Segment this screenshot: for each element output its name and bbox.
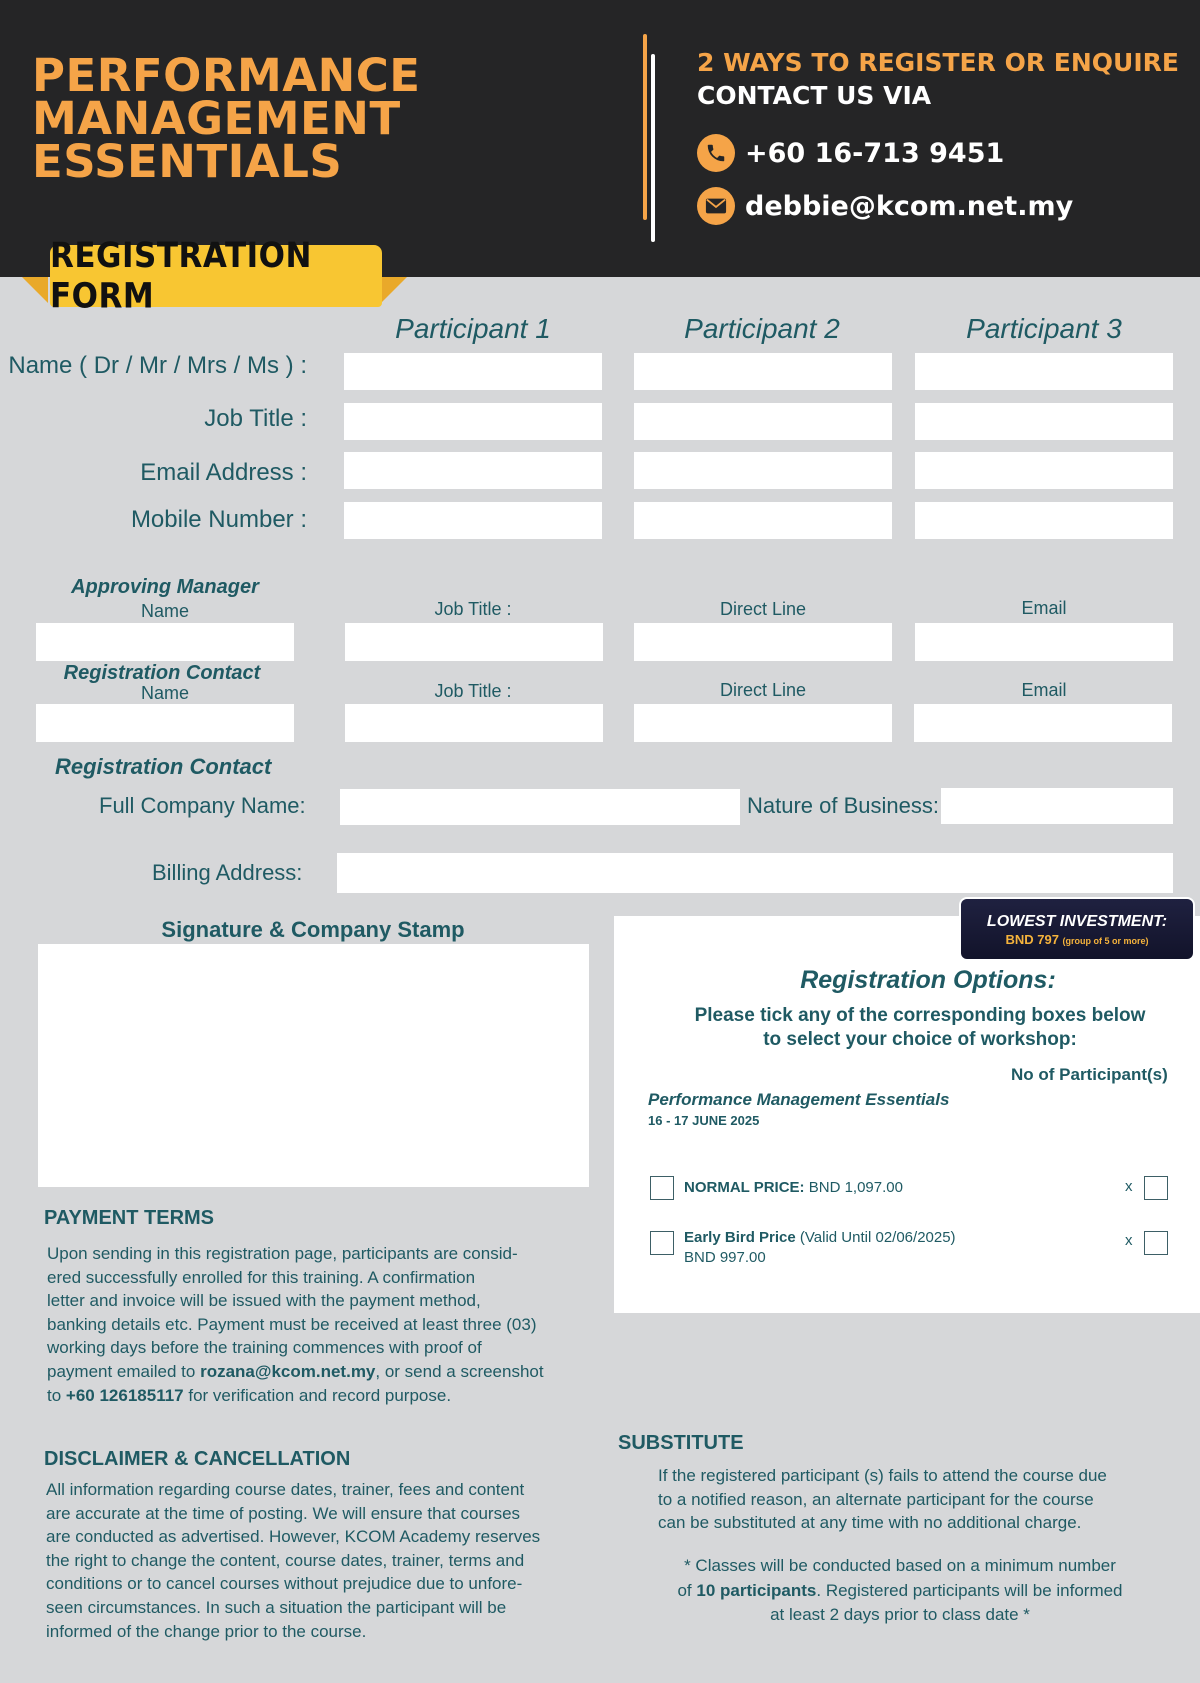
normal-price-option bbox=[684, 1178, 903, 1198]
participant-2-heading: Participant 2 bbox=[684, 313, 840, 344]
phone-icon bbox=[697, 134, 735, 172]
disclaimer-line: the right to change the content, course dates, trainer, terms and bbox=[46, 1550, 525, 1570]
instruction-line: Please tick any of the corresponding boxes below bbox=[694, 1005, 1146, 1026]
participant-2-email-field[interactable] bbox=[634, 452, 892, 489]
payment-line: Upon sending in this registration page, participants are consid- bbox=[47, 1244, 518, 1263]
participant-1-mobile-field[interactable] bbox=[344, 502, 602, 539]
early-bird-price: BND 997.00 bbox=[684, 1249, 766, 1266]
early-bird-validity: (Valid Until 02/06/2025) bbox=[799, 1229, 956, 1246]
badge-price-line bbox=[961, 932, 1193, 947]
email-address: debbie@kcom.net.my bbox=[745, 190, 1074, 222]
disclaimer-heading: DISCLAIMER & CANCELLATION bbox=[44, 1448, 351, 1470]
envelope-icon bbox=[697, 187, 735, 225]
note-line: * Classes will be conducted based on a minimum number bbox=[684, 1556, 1116, 1575]
payment-line: working days before the training commences with proof of bbox=[47, 1338, 482, 1358]
billing-address-field[interactable] bbox=[337, 853, 1173, 893]
nature-of-business-label: Nature of Business: bbox=[747, 793, 939, 818]
registration-options-title: Registration Options: bbox=[800, 966, 1056, 994]
substitute-line: to a notified reason, an alternate participant for the course bbox=[658, 1489, 1094, 1509]
full-company-name-label: Full Company Name: bbox=[99, 793, 306, 818]
mobile-number-label: Mobile Number : bbox=[130, 506, 307, 533]
participant-1-name-field[interactable] bbox=[344, 353, 602, 390]
company-section-heading: Registration Contact bbox=[55, 754, 272, 779]
payment-line: ered successfully enrolled for this training. A confirmation bbox=[47, 1267, 476, 1287]
registration-contact-direct-line-field[interactable] bbox=[634, 704, 892, 742]
participant-1-email-field[interactable] bbox=[344, 452, 602, 489]
payment-email-link[interactable]: rozana@kcom.net.my bbox=[200, 1361, 376, 1381]
participant-2-name-field[interactable] bbox=[634, 353, 892, 390]
participant-3-name-field[interactable] bbox=[915, 353, 1173, 390]
note-line bbox=[640, 1579, 1160, 1604]
payment-text: for verification and record purpose. bbox=[183, 1385, 452, 1405]
payment-text: , or send a screenshot bbox=[375, 1361, 544, 1381]
registration-contact-heading: Registration Contact bbox=[63, 662, 261, 684]
early-bird-option bbox=[684, 1228, 956, 1268]
disclaimer-line: seen circumstances. In such a situation the participant will be bbox=[46, 1597, 507, 1617]
signature-stamp-box[interactable] bbox=[38, 944, 589, 1187]
note-text: . Registered participants will be informed bbox=[816, 1580, 1123, 1600]
registration-options-instruction bbox=[614, 1004, 1200, 1052]
lowest-investment-badge bbox=[961, 899, 1193, 959]
note-text: of bbox=[677, 1580, 697, 1600]
approving-manager-email-label: Email bbox=[1021, 598, 1067, 618]
early-bird-multiply: x bbox=[1125, 1232, 1133, 1249]
banner-fold-right bbox=[381, 277, 407, 303]
approving-manager-heading: Approving Manager bbox=[71, 576, 259, 598]
badge-price: BND 797 bbox=[1005, 932, 1059, 947]
substitute-line: can be substituted at any time with no additional charge. bbox=[658, 1513, 1082, 1533]
email-contact[interactable] bbox=[697, 187, 1073, 225]
disclaimer-line: informed of the change prior to the course. bbox=[46, 1621, 367, 1641]
normal-price-label: NORMAL PRICE: bbox=[684, 1179, 805, 1196]
participant-2-job-title-field[interactable] bbox=[634, 403, 892, 440]
course-title-line: ESSENTIALS bbox=[32, 135, 343, 188]
register-heading: 2 WAYS TO REGISTER OR ENQUIRE bbox=[697, 48, 1179, 77]
signature-heading: Signature & Company Stamp bbox=[161, 917, 465, 942]
registration-contact-direct-line-label: Direct Line bbox=[719, 680, 807, 700]
divider-line-white bbox=[651, 54, 655, 242]
participant-2-mobile-field[interactable] bbox=[634, 502, 892, 539]
normal-price-value: BND 1,097.00 bbox=[808, 1179, 903, 1196]
course-name: Performance Management Essentials bbox=[648, 1090, 950, 1109]
course-title bbox=[32, 49, 421, 188]
substitute-heading: SUBSTITUTE bbox=[618, 1432, 744, 1454]
full-company-name-field[interactable] bbox=[340, 789, 740, 825]
disclaimer-line: are accurate at the time of posting. We will ensure that courses bbox=[46, 1503, 521, 1523]
participant-3-mobile-field[interactable] bbox=[915, 502, 1173, 539]
note-line: at least 2 days prior to class date * bbox=[770, 1605, 1030, 1624]
registration-form-banner bbox=[50, 235, 382, 317]
phone-contact[interactable] bbox=[697, 134, 1004, 172]
instruction-line: to select your choice of workshop: bbox=[763, 1029, 1077, 1050]
email-address-label: Email Address : bbox=[140, 459, 307, 486]
divider-line-orange bbox=[643, 34, 647, 220]
banner-fold-left bbox=[22, 277, 48, 303]
nature-of-business-field[interactable] bbox=[941, 788, 1173, 824]
early-bird-checkbox[interactable] bbox=[650, 1231, 674, 1255]
payment-line bbox=[47, 1360, 544, 1384]
payment-line: banking details etc. Payment must be received at least three (03) bbox=[47, 1314, 537, 1334]
normal-price-checkbox[interactable] bbox=[650, 1176, 674, 1200]
early-bird-participant-count[interactable] bbox=[1144, 1231, 1168, 1255]
approving-manager-direct-line-field[interactable] bbox=[634, 623, 892, 661]
banner-label: REGISTRATION FORM bbox=[50, 235, 312, 317]
payment-phone: +60 126185117 bbox=[65, 1385, 184, 1405]
participant-1-heading: Participant 1 bbox=[395, 313, 551, 344]
payment-text: to bbox=[47, 1385, 66, 1405]
participant-3-email-field[interactable] bbox=[915, 452, 1173, 489]
badge-note: (group of 5 or more) bbox=[1062, 936, 1149, 946]
substitute-line: If the registered participant (s) fails to attend the course due bbox=[658, 1466, 1107, 1485]
payment-text: payment emailed to bbox=[47, 1361, 201, 1381]
early-bird-label: Early Bird Price bbox=[684, 1229, 796, 1246]
registration-contact-email-label: Email bbox=[1021, 680, 1067, 700]
registration-contact-email-field[interactable] bbox=[914, 704, 1172, 742]
normal-price-participant-count[interactable] bbox=[1144, 1176, 1168, 1200]
disclaimer-text bbox=[46, 1478, 540, 1643]
disclaimer-line: All information regarding course dates, trainer, fees and content bbox=[46, 1480, 525, 1499]
participant-3-job-title-field[interactable] bbox=[915, 403, 1173, 440]
course-title-line: MANAGEMENT bbox=[32, 92, 401, 145]
participants-count-header: No of Participant(s) bbox=[1011, 1065, 1168, 1084]
approving-manager-direct-line-label: Direct Line bbox=[719, 599, 807, 619]
approving-manager-name-label: Name bbox=[140, 601, 189, 621]
payment-line: letter and invoice will be issued with the payment method, bbox=[47, 1291, 481, 1311]
billing-address-label: Billing Address: bbox=[152, 860, 303, 885]
name-label: Name ( Dr / Mr / Mrs / Ms ) : bbox=[8, 352, 307, 379]
registration-contact-job-title-label: Job Title : bbox=[434, 681, 512, 701]
approving-manager-name-field[interactable] bbox=[36, 623, 294, 661]
payment-terms-heading: PAYMENT TERMS bbox=[44, 1207, 215, 1229]
course-title-line: PERFORMANCE bbox=[32, 49, 421, 102]
approving-manager-job-title-field[interactable] bbox=[345, 623, 603, 661]
participant-3-heading: Participant 3 bbox=[966, 313, 1122, 344]
registration-contact-job-title-field[interactable] bbox=[345, 704, 603, 742]
registration-contact-name-field[interactable] bbox=[36, 704, 294, 742]
substitute-text bbox=[658, 1464, 1107, 1535]
disclaimer-line: are conducted as advertised. However, KCOM Academy reserves bbox=[46, 1527, 541, 1547]
approving-manager-email-field[interactable] bbox=[915, 623, 1173, 661]
payment-line bbox=[47, 1384, 544, 1408]
participant-1-job-title-field[interactable] bbox=[344, 403, 602, 440]
course-date: 16 - 17 JUNE 2025 bbox=[648, 1113, 760, 1128]
approving-manager-job-title-label: Job Title : bbox=[434, 599, 512, 619]
registration-contact-name-label: Name bbox=[140, 683, 189, 703]
normal-price-multiply: x bbox=[1125, 1178, 1133, 1195]
minimum-participants-note bbox=[640, 1554, 1160, 1628]
note-minimum-count: 10 participants bbox=[696, 1580, 817, 1600]
phone-number: +60 16-713 9451 bbox=[745, 137, 1005, 169]
disclaimer-line: conditions or to cancel courses without prejudice due to unfore- bbox=[46, 1574, 523, 1594]
badge-title: LOWEST INVESTMENT: bbox=[986, 913, 1168, 930]
contact-heading: CONTACT US VIA bbox=[697, 81, 932, 110]
payment-terms-text bbox=[47, 1242, 544, 1407]
job-title-label: Job Title : bbox=[204, 405, 307, 432]
